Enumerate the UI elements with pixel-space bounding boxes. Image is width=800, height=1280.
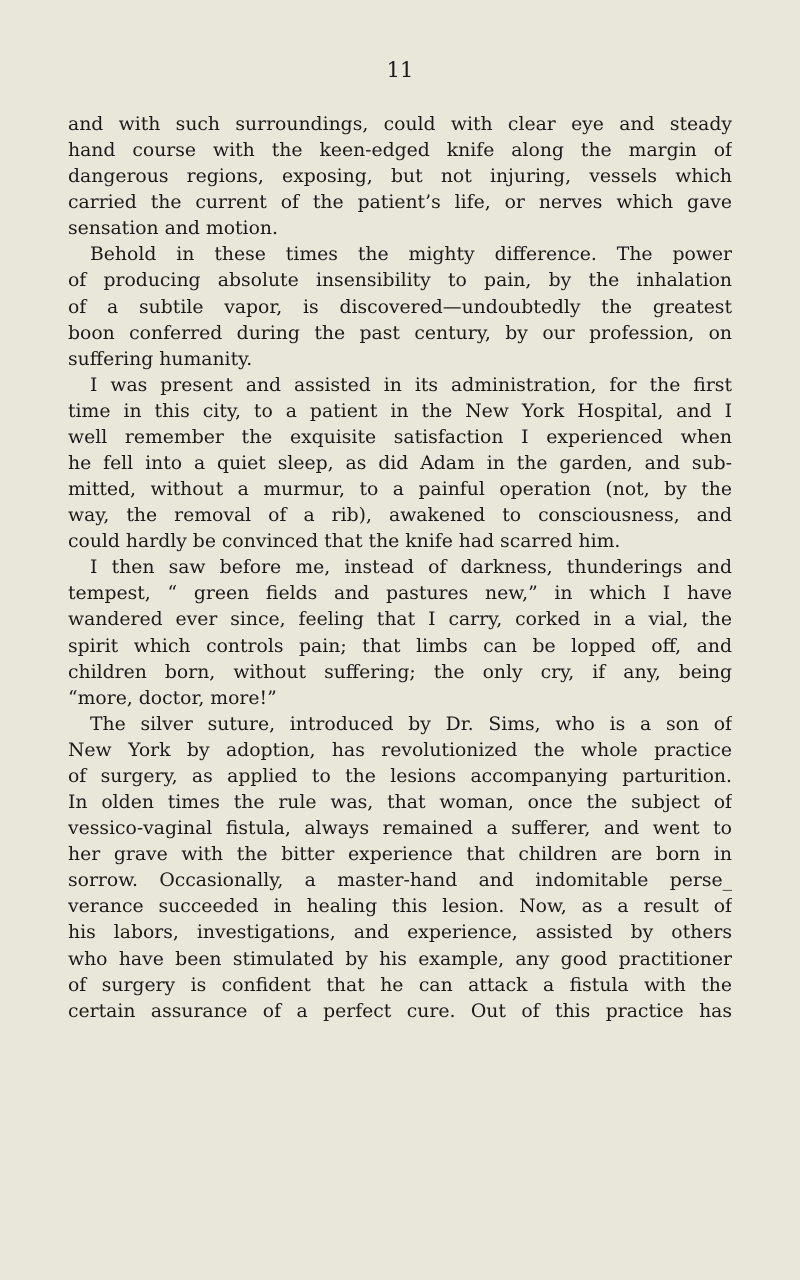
text-line: In olden times the rule was, that woman, once the subject of	[68, 792, 732, 814]
text-line: sensation and motion.	[68, 218, 278, 240]
text-line: certain assurance of a perfect cure. Out of this practice has	[68, 1000, 732, 1022]
text-line: and with such surroundings, could with clear eye and steady	[68, 114, 732, 135]
text-line: he fell into a quiet sleep, as did Adam in the garden, and sub-	[68, 453, 732, 475]
text-line: suffering humanity.	[68, 348, 253, 370]
text-line: sorrow. Occasionally, a master-hand and indomitable perse_	[68, 870, 732, 892]
text-line: his labors, investigations, and experience, assisted by others	[68, 922, 732, 944]
text-line: her grave with the bitter experience that children are born in	[68, 844, 732, 866]
page-number: 11	[386, 58, 414, 82]
text-line: of surgery is confident that he can attack a fistula with the	[68, 974, 732, 996]
text-line: I then saw before me, instead of darkness, thunderings and	[90, 557, 732, 579]
text-line: who have been stimulated by his example, any good practitioner	[68, 948, 732, 970]
text-line: New York by adoption, has revolutionized the whole practice	[68, 739, 732, 761]
text-line: of producing absolute insensibility to pain, by the inhalation	[68, 270, 732, 292]
text-line: Behold in these times the mighty difference. The power	[90, 244, 732, 266]
text-line: carried the current of the patient’s life, or nerves which gave	[68, 192, 732, 214]
text-line: spirit which controls pain; that limbs can be lopped off, and	[68, 635, 732, 657]
text-line: way, the removal of a rib), awakened to consciousness, and	[68, 505, 732, 527]
text-line: boon conferred during the past century, by our profession, on	[68, 322, 732, 344]
text-line: verance succeeded in healing this lesion. Now, as a result of	[68, 896, 732, 918]
text-line: children born, without suffering; the only cry, if any, being	[68, 661, 732, 683]
text-line: wandered ever since, feeling that I carry, corked in a vial, the	[68, 609, 732, 631]
text-line: mitted, without a murmur, to a painful operation (not, by the	[68, 479, 732, 501]
text-line: of surgery, as applied to the lesions accompanying parturition.	[68, 765, 732, 787]
text-line: time in this city, to a patient in the New York Hospital, and I	[68, 400, 732, 422]
text-line: hand course with the keen-edged knife along the margin of	[68, 140, 732, 162]
text-line: well remember the exquisite satisfaction I experienced when	[68, 426, 732, 448]
text-line: could hardly be convinced that the knife had scarred him.	[68, 531, 621, 553]
text-line: dangerous regions, exposing, but not injuring, vessels which	[68, 166, 732, 188]
text-line: of a subtile vapor, is discovered—undoubtedly the greatest	[68, 296, 732, 318]
text-line: vessico-vaginal fistula, always remained a sufferer, and went to	[68, 818, 732, 840]
text-line: I was present and assisted in its administration, for the first	[90, 374, 732, 396]
text-line: tempest, “ green fields and pastures new,” in which I have	[68, 583, 732, 605]
body-text	[68, 112, 732, 1025]
text-line: “more, doctor, more!”	[68, 687, 277, 709]
text-line: The silver suture, introduced by Dr. Sims, who is a son of	[90, 713, 732, 735]
